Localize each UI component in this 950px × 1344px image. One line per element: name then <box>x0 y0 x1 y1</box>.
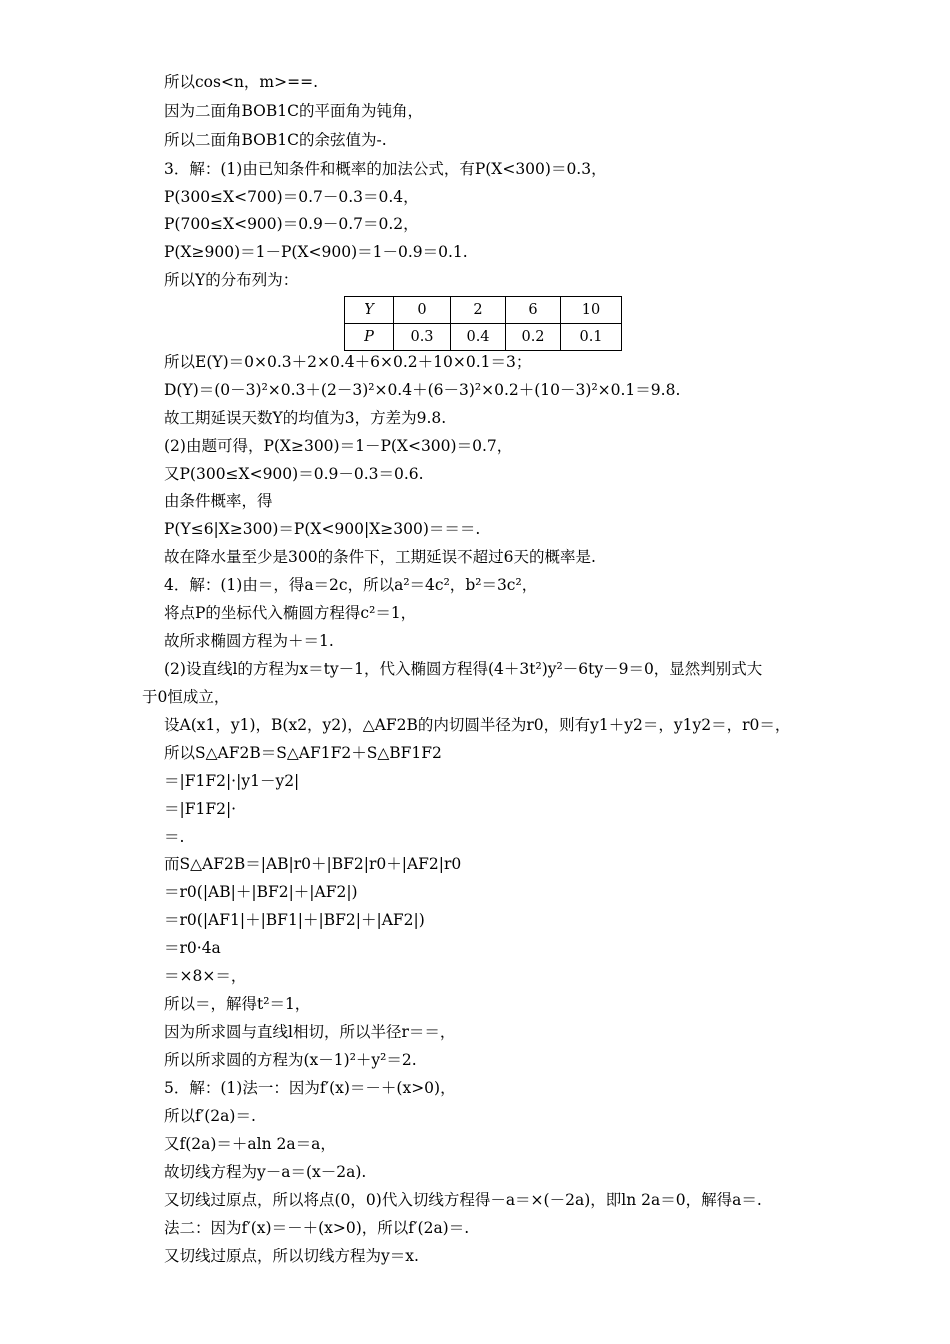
text-line: 又切线过原点，所以将点(0，0)代入切线方程得－a＝×(－2a)，即ln 2a＝0，解得a＝. <box>164 1191 762 1209</box>
text-line: (2)由题可得，P(X≥300)＝1－P(X<300)＝0.7， <box>164 437 513 455</box>
text-line: ＝r0(|AF1|＋|BF1|＋|BF2|＋|AF2|) <box>164 911 425 929</box>
text-line: P(300≤X<700)＝0.7－0.3＝0.4， <box>164 188 419 206</box>
text-line: 所以f′(2a)＝. <box>164 1107 256 1125</box>
table-cell: 0.4 <box>451 324 506 351</box>
text-line: 所以＝，解得t²＝1， <box>164 995 311 1013</box>
text-line: 又P(300≤X<900)＝0.9－0.3＝0.6. <box>164 465 424 483</box>
table-cell: 0.1 <box>561 324 622 351</box>
text-line: 故在降水量至少是300的条件下，工期延误不超过6天的概率是. <box>164 548 596 566</box>
text-line: 由条件概率，得 <box>164 492 273 510</box>
text-line: P(X≥900)＝1－P(X<900)＝1－0.9＝0.1. <box>164 243 468 261</box>
table-cell: 0 <box>394 297 451 324</box>
text-line: 4．解：(1)由＝，得a＝2c，所以a²＝4c²，b²＝3c²， <box>164 576 538 594</box>
text-line: 所以Y的分布列为： <box>164 271 299 289</box>
table-cell: 0.3 <box>394 324 451 351</box>
text-line: 所以二面角BOB1C的余弦值为-. <box>164 131 387 149</box>
text-line: P(700≤X<900)＝0.9－0.7＝0.2， <box>164 215 419 233</box>
text-line: ＝×8×＝， <box>164 967 247 985</box>
table-cell: 2 <box>451 297 506 324</box>
text-line: 所以S△AF2B＝S△AF1F2＋S△BF1F2 <box>164 744 442 762</box>
text-line: D(Y)＝(0－3)²×0.3＋(2－3)²×0.4＋(6－3)²×0.2＋(10－3)²×0.1＝9.8. <box>164 381 681 399</box>
text-line: 故所求椭圆方程为＋＝1. <box>164 632 334 650</box>
table-cell: P <box>345 324 394 351</box>
table-row <box>345 297 622 324</box>
text-line: ＝r0(|AB|＋|BF2|＋|AF2|) <box>164 883 358 901</box>
text-line: P(Y≤6|X≥300)＝P(X<900|X≥300)＝＝＝. <box>164 520 481 538</box>
text-line: 3．解：(1)由已知条件和概率的加法公式，有P(X<300)＝0.3， <box>164 160 607 178</box>
text-line: 又f(2a)＝＋aln 2a＝a， <box>164 1135 336 1153</box>
text-line: ＝. <box>164 828 185 846</box>
text-line: 所以所求圆的方程为(x－1)²＋y²＝2. <box>164 1051 417 1069</box>
text-line: (2)设直线l的方程为x＝ty－1，代入椭圆方程得(4＋3t²)y²－6ty－9＝0，显然判别式大 <box>164 660 763 678</box>
text-line: 设A(x1，y1)，B(x2，y2)，△AF2B的内切圆半径为r0，则有y1＋y2＝，y1y2＝，r0＝， <box>164 716 791 734</box>
table-cell: 6 <box>506 297 561 324</box>
text-line: 故切线方程为y－a＝(x－2a). <box>164 1163 367 1181</box>
table-cell: 10 <box>561 297 622 324</box>
text-line: 因为二面角BOB1C的平面角为钝角， <box>164 102 423 120</box>
text-line: 所以E(Y)＝0×0.3＋2×0.4＋6×0.2＋10×0.1＝3； <box>164 353 532 371</box>
text-line: ＝|F1F2|· <box>164 800 237 818</box>
table-cell: Y <box>345 297 394 324</box>
text-line: 5．解：(1)法一：因为f′(x)＝－＋(x>0)， <box>164 1079 456 1097</box>
text-line: 故工期延误天数Y的均值为3，方差为9.8. <box>164 409 447 427</box>
text-line: 因为所求圆与直线l相切，所以半径r＝＝， <box>164 1023 456 1041</box>
text-line: 所以cos<n，m>==. <box>164 73 319 91</box>
text-line: ＝r0·4a <box>164 939 221 957</box>
text-line: 而S△AF2B＝|AB|r0＋|BF2|r0＋|AF2|r0 <box>164 855 462 873</box>
text-line: 法二：因为f′(x)＝－＋(x>0)，所以f′(2a)＝. <box>164 1219 470 1237</box>
text-line: ＝|F1F2|·|y1－y2| <box>164 772 300 790</box>
text-line: 又切线过原点，所以切线方程为y＝x. <box>164 1247 419 1265</box>
distribution-table <box>344 296 622 351</box>
table-row <box>345 324 622 351</box>
text-line: 将点P的坐标代入椭圆方程得c²＝1， <box>164 604 417 622</box>
table-cell: 0.2 <box>506 324 561 351</box>
text-line: 于0恒成立， <box>142 688 230 706</box>
